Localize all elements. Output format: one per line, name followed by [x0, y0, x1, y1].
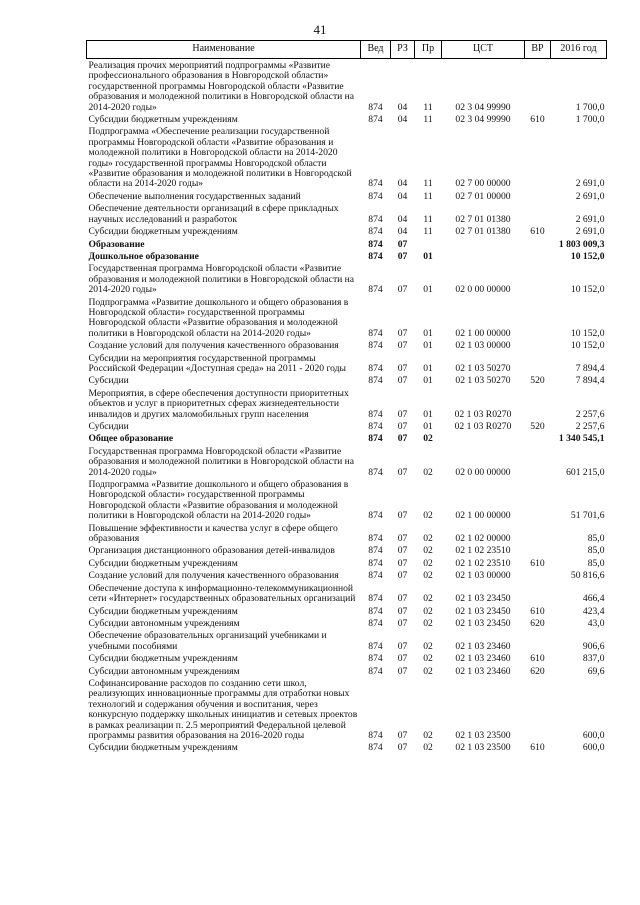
row-pr: 02 [423, 570, 433, 582]
row-ved: 874 [368, 421, 383, 432]
row-cst: 02 1 02 00000 [455, 533, 511, 545]
row-pr: 02 [423, 510, 433, 522]
row-vr [525, 202, 551, 225]
row-pr: 02 [423, 545, 433, 557]
row-ved: 874 [368, 545, 383, 557]
row-cst: 02 1 03 23460 [455, 640, 511, 652]
row-pr: 11 [423, 101, 433, 113]
row-pr: 01 [423, 421, 433, 432]
table-row [87, 522, 607, 545]
table-row [87, 250, 607, 262]
row-cst: 02 0 00 00000 [455, 284, 511, 296]
row-pr: 02 [423, 653, 433, 665]
table-row [87, 387, 607, 420]
row-amount: 85,0 [587, 545, 605, 557]
header-amount: 2016 год [551, 41, 607, 59]
row-name: Субсидии на мероприятия государственной программы Российской Федерации «Доступная среда» на 2011 - 2020 годы [88, 352, 346, 374]
row-ved: 874 [368, 665, 383, 677]
row-ved: 874 [368, 533, 383, 545]
row-amount: 51 701,6 [570, 510, 605, 522]
table-row [87, 339, 607, 351]
budget-table [86, 40, 607, 754]
row-ved: 874 [368, 408, 383, 420]
row-amount: 10 152,0 [570, 340, 605, 352]
row-cst: 02 1 03 23500 [455, 729, 511, 741]
row-vr [525, 59, 551, 114]
row-ved: 874 [368, 433, 383, 445]
row-ved: 874 [368, 617, 383, 629]
table-row [87, 629, 607, 652]
table-row [87, 296, 607, 340]
table-row [87, 420, 607, 432]
row-rz: 07 [397, 362, 408, 374]
row-cst: 02 1 03 23460 [455, 653, 511, 665]
row-cst: 02 7 01 01380 [455, 226, 511, 238]
row-pr: 02 [423, 665, 433, 677]
row-name: Субсидии бюджетным учреждениям [88, 605, 238, 617]
row-cst: 02 7 01 00000 [455, 190, 511, 202]
row-cst: 02 3 04 99990 [455, 101, 511, 113]
row-name: Создание условий для получения качественного образования [88, 570, 339, 582]
row-ved: 874 [368, 653, 383, 665]
header-ved: Вед [361, 41, 391, 59]
row-cst: 02 1 03 50270 [455, 362, 511, 374]
row-rz: 07 [397, 665, 408, 677]
row-pr: 02 [423, 533, 433, 545]
row-amount: 85,0 [587, 557, 605, 569]
table-row [87, 374, 607, 386]
row-amount: 7 894,4 [575, 362, 605, 374]
row-name: Общее образование [88, 433, 174, 445]
row-rz: 07 [397, 729, 408, 741]
row-pr: 11 [423, 213, 433, 225]
row-rz: 04 [397, 101, 408, 113]
row-amount: 1 340 545,1 [558, 433, 605, 445]
row-pr: 01 [423, 408, 433, 420]
table-row [87, 617, 607, 629]
row-name: Реализация прочих мероприятий подпрограммы «Развитие профессионального образования в Новгородской области» государственной программы Новгородской области «Развитие образования и молодежной политики в Новгородской области на 2014-2020 годы» [88, 60, 355, 113]
row-amount: 2 691,0 [575, 226, 605, 238]
row-rz: 07 [397, 250, 408, 262]
row-rz: 07 [397, 375, 408, 387]
row-amount: 1 700,0 [575, 114, 605, 126]
row-amount: 2 691,0 [575, 178, 605, 190]
row-amount: 2 691,0 [575, 213, 605, 225]
row-name: Субсидии [88, 375, 129, 387]
row-rz: 04 [397, 190, 408, 202]
row-amount: 10 152,0 [570, 284, 605, 296]
row-rz: 07 [397, 545, 408, 557]
row-amount: 837,0 [582, 653, 605, 665]
row-cst: 02 1 03 00000 [455, 570, 511, 582]
row-rz: 07 [397, 408, 408, 420]
row-pr: 02 [423, 557, 433, 569]
table-row [87, 677, 607, 741]
row-ved: 874 [368, 327, 383, 339]
row-ved: 874 [368, 729, 383, 741]
row-pr: 11 [423, 114, 433, 126]
row-name: Образование [88, 238, 145, 250]
row-ved: 874 [368, 238, 383, 250]
row-name: Подпрограмма «Обеспечение реализации государственной программы Новгородской области «Развитие образования и молодежной политики в Новгородской области на 2014-2020 годы» государственной программы Новгородской области «Развитие образования и молодежной политики в Новгородской области на 2014-2020 годы» [88, 126, 352, 190]
row-amount: 1 803 009,3 [558, 238, 605, 250]
row-name: Обеспечение выполнения государственных заданий [88, 190, 301, 202]
row-pr: 02 [423, 433, 433, 445]
row-vr: 620 [530, 617, 545, 629]
row-rz: 07 [397, 340, 408, 352]
row-vr: 610 [530, 653, 545, 665]
row-pr: 11 [423, 226, 433, 238]
row-ved: 874 [368, 466, 383, 478]
table-row [87, 59, 607, 114]
row-cst: 02 1 00 00000 [455, 510, 511, 522]
row-vr: 610 [530, 742, 545, 754]
row-cst: 02 1 03 23450 [455, 617, 511, 629]
table-row [87, 225, 607, 237]
row-amount: 601 215,0 [566, 466, 605, 478]
row-pr: 02 [423, 605, 433, 617]
row-vr [525, 238, 551, 250]
row-cst: 02 1 03 00000 [455, 340, 511, 352]
row-ved: 874 [368, 640, 383, 652]
row-cst: 02 1 03 23450 [455, 605, 511, 617]
row-name: Софинансирование расходов по созданию сети школ, реализующих инновационные программы для отработки новых технологий и содержания обучения и воспитания, через конкурсную поддержку школьных инициатив и сетевых проектов в рамках реализации п. 2.5 мероприятий Федеральной целевой программы развития образования на 2016-2020 годы [88, 677, 358, 741]
row-name: Субсидии бюджетным учреждениям [88, 114, 238, 126]
row-cst: 02 7 01 01380 [455, 213, 511, 225]
row-ved: 874 [368, 340, 383, 352]
row-pr: 02 [423, 742, 433, 754]
row-vr [525, 262, 551, 295]
row-cst: 02 1 00 00000 [455, 327, 511, 339]
row-rz: 07 [397, 284, 408, 296]
header-rz: РЗ [391, 41, 415, 59]
row-rz: 07 [397, 640, 408, 652]
row-cst: 02 1 03 23500 [455, 742, 511, 754]
row-pr: 11 [423, 178, 433, 190]
table-row [87, 557, 607, 569]
table-row [87, 582, 607, 605]
row-cst: 02 1 03 R0270 [454, 421, 512, 432]
row-name: Подпрограмма «Развитие дошкольного и общего образования в Новгородской области» государственной программы Новгородской области «Развитие образования и молодежной политики в Новгородской области на 2014-2020 годы» [88, 479, 349, 522]
row-name: Создание условий для получения качественного образования [88, 340, 339, 352]
row-amount: 10 152,0 [570, 250, 605, 262]
row-name: Подпрограмма «Развитие дошкольного и общего образования в Новгородской области» государственной программы Новгородской области «Развитие образования и молодежной политики в Новгородской области на 2014-2020 годы» [88, 296, 349, 339]
row-ved: 874 [368, 284, 383, 296]
row-amount: 423,4 [582, 605, 605, 617]
row-amount: 2 257,6 [575, 421, 605, 432]
table-row [87, 202, 607, 225]
row-pr: 01 [423, 362, 433, 374]
row-pr: 02 [423, 640, 433, 652]
row-vr [525, 544, 551, 556]
row-pr: 01 [423, 284, 433, 296]
row-rz: 07 [397, 433, 408, 445]
row-cst: 02 1 03 R0270 [454, 408, 512, 420]
row-cst: 02 1 02 23510 [455, 545, 511, 557]
row-vr: 520 [530, 375, 545, 387]
row-ved: 874 [368, 605, 383, 617]
row-pr: 01 [423, 375, 433, 387]
row-rz: 07 [397, 533, 408, 545]
row-vr [525, 582, 551, 605]
page-number: 41 [313, 22, 327, 37]
row-rz: 07 [397, 570, 408, 582]
row-name: Субсидии бюджетным учреждениям [88, 742, 238, 754]
row-vr: 610 [530, 557, 545, 569]
row-vr: 610 [530, 114, 545, 126]
row-cst: 02 1 03 23460 [455, 665, 511, 677]
row-amount: 85,0 [587, 533, 605, 545]
row-pr: 01 [423, 340, 433, 352]
row-cst: 02 1 03 23450 [455, 593, 511, 605]
row-cst [442, 238, 525, 250]
row-vr [525, 445, 551, 478]
row-name: Государственная программа Новгородской области «Развитие образования и молодежной политики в Новгородской области на 2014-2020 годы» [88, 263, 355, 296]
row-rz: 04 [397, 114, 408, 126]
row-vr [525, 125, 551, 189]
row-cst [442, 250, 525, 262]
row-ved: 874 [368, 226, 383, 238]
row-name: Обеспечение доступа к информационно-телекоммуникационной сети «Интернет» государственных образовательных организаций [88, 582, 356, 605]
row-cst: 02 1 03 50270 [455, 375, 511, 387]
row-pr [415, 238, 442, 250]
row-ved: 874 [368, 250, 383, 262]
table-header [87, 41, 607, 59]
row-amount: 600,0 [582, 729, 605, 741]
table-row [87, 238, 607, 250]
row-amount: 600,0 [582, 742, 605, 754]
row-amount: 10 152,0 [570, 327, 605, 339]
row-pr: 01 [423, 327, 433, 339]
row-pr: 11 [423, 190, 433, 202]
row-vr: 520 [530, 421, 545, 432]
row-name: Организация дистанционного образования детей-инвалидов [88, 545, 335, 557]
row-ved: 874 [368, 570, 383, 582]
row-rz: 07 [397, 653, 408, 665]
row-amount: 2 691,0 [575, 190, 605, 202]
table-row [87, 569, 607, 581]
row-amount: 7 894,4 [575, 375, 605, 387]
row-pr: 02 [423, 729, 433, 741]
row-cst: 02 0 00 00000 [455, 466, 511, 478]
row-rz: 04 [397, 213, 408, 225]
row-ved: 874 [368, 213, 383, 225]
row-rz: 04 [397, 178, 408, 190]
row-name: Государственная программа Новгородской области «Развитие образования и молодежной политики в Новгородской области на 2014-2020 годы» [88, 445, 355, 478]
row-ved: 874 [368, 593, 383, 605]
row-amount: 69,6 [587, 665, 605, 677]
row-vr [525, 250, 551, 262]
row-name: Субсидии бюджетным учреждениям [88, 557, 238, 569]
row-name: Субсидии [88, 421, 129, 432]
row-amount: 43,0 [587, 617, 605, 629]
table-row [87, 478, 607, 522]
row-rz: 07 [397, 605, 408, 617]
row-ved: 874 [368, 510, 383, 522]
row-ved: 874 [368, 178, 383, 190]
row-name: Повышение эффективности и качества услуг в сфере общего образования [88, 522, 338, 545]
row-vr [525, 339, 551, 351]
row-name: Субсидии бюджетным учреждениям [88, 653, 238, 665]
row-vr: 610 [530, 226, 545, 238]
row-rz: 07 [397, 557, 408, 569]
row-rz: 07 [397, 238, 408, 250]
table-row [87, 190, 607, 202]
row-rz: 07 [397, 617, 408, 629]
table-row [87, 352, 607, 375]
row-rz: 07 [397, 742, 408, 754]
row-vr: 610 [530, 605, 545, 617]
row-vr [525, 432, 551, 444]
table-row [87, 665, 607, 677]
row-pr: 02 [423, 593, 433, 605]
table-body [87, 59, 607, 754]
row-rz: 07 [397, 593, 408, 605]
row-pr: 02 [423, 466, 433, 478]
row-vr [525, 387, 551, 420]
header-name: Наименование [87, 41, 361, 59]
row-vr [525, 629, 551, 652]
row-vr: 620 [530, 665, 545, 677]
row-name: Субсидии бюджетным учреждениям [88, 226, 238, 238]
row-amount: 50 816,6 [570, 570, 605, 582]
table-row [87, 125, 607, 189]
row-amount: 2 257,6 [575, 408, 605, 420]
row-vr [525, 478, 551, 522]
row-rz: 07 [397, 327, 408, 339]
table-row [87, 652, 607, 664]
row-ved: 874 [368, 190, 383, 202]
table-row [87, 741, 607, 753]
row-vr [525, 296, 551, 340]
row-vr [525, 569, 551, 581]
table-row [87, 113, 607, 125]
row-name: Субсидии автономным учреждениям [88, 617, 240, 629]
row-ved: 874 [368, 114, 383, 126]
row-ved: 874 [368, 557, 383, 569]
row-ved: 874 [368, 362, 383, 374]
row-amount: 906,6 [582, 640, 605, 652]
header-cst: ЦСТ [442, 41, 525, 59]
row-rz: 07 [397, 466, 408, 478]
row-name: Мероприятия, в сфере обеспечения доступности приоритетных объектов и услуг в приоритетных сферах жизнедеятельности инвалидов и других маломобильных групп населения [88, 387, 349, 420]
row-name: Субсидии автономным учреждениям [88, 665, 240, 677]
row-rz: 07 [397, 421, 408, 432]
table-row [87, 445, 607, 478]
table-row [87, 544, 607, 556]
table-row [87, 605, 607, 617]
row-vr [525, 522, 551, 545]
header-pr: Пр [415, 41, 442, 59]
row-ved: 874 [368, 375, 383, 387]
row-vr [525, 190, 551, 202]
row-ved: 874 [368, 742, 383, 754]
header-vr: ВР [525, 41, 551, 59]
table-row [87, 262, 607, 295]
row-cst [442, 432, 525, 444]
row-cst: 02 1 02 23510 [455, 557, 511, 569]
row-cst: 02 7 00 00000 [455, 178, 511, 190]
row-amount: 466,4 [582, 593, 605, 605]
row-ved: 874 [368, 101, 383, 113]
row-name: Обеспечение образовательных организаций учебниками и учебными пособиями [88, 630, 327, 652]
table-row [87, 432, 607, 444]
row-amount: 1 700,0 [575, 101, 605, 113]
row-pr: 01 [423, 250, 433, 262]
row-cst: 02 3 04 99990 [455, 114, 511, 126]
row-name: Обеспечение деятельности организаций в сфере прикладных научных исследований и разработок [88, 203, 339, 225]
row-pr: 02 [423, 617, 433, 629]
row-rz: 07 [397, 510, 408, 522]
row-name: Дошкольное образование [88, 250, 199, 262]
row-vr [525, 352, 551, 375]
row-vr [525, 677, 551, 741]
row-rz: 04 [397, 226, 408, 238]
